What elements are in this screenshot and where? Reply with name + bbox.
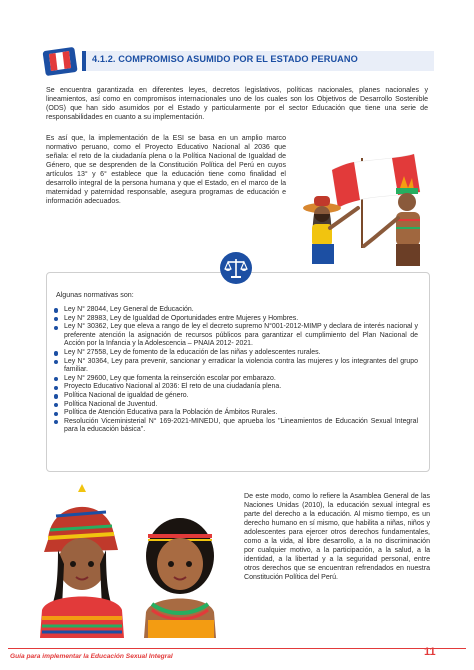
bullet-icon	[54, 420, 58, 424]
list-item: Ley N° 28983, Ley de Igualdad de Oportunidades entre Mujeres y Hombres.	[54, 315, 418, 324]
list-item: Política Nacional de igualdad de género.	[54, 392, 418, 401]
bullet-icon	[54, 386, 58, 390]
bullet-icon	[54, 308, 58, 312]
page-number: 11	[424, 646, 436, 658]
un-paragraph: De este modo, como lo refiere la Asamblea General de las Naciones Unidas (2010), la educación sexual integral es parte del derecho a la educación. Al mismo tiempo, es un derecho humano en sí mismo, que habilita a niñas, niños y adolescentes para ejercer otros derechos fundamentales, como a la vida, al libre desarrollo, a la no discriminación por cualquier motivo, a la participación, a la salud, a la identidad, a la libertad y a la seguridad personal, entre otros derechos que se encuentran refrendados en nuestra Constitución Política del Perú.	[244, 493, 430, 582]
list-item: Ley N° 29600, Ley que fomenta la reinserción escolar por embarazo.	[54, 375, 418, 384]
esi-paragraph: Es así que, la implementación de la ESI se basa en un amplio marco normativo peruano, como el Proyecto Educativo Nacional al 2036 que señala: el reto de la ciudadanía plena o la Política Nacional de Igualdad de Género, que se desprenden de la Constitución Política del Perú en cuyos artículos 13° y 6° establece que la educación tiene como finalidad el desarrollo integral de la persona humana y que el Estado, en el marco de la maternidad y paternidad responsable, asegura programas de educación e información adecuados.	[46, 135, 286, 206]
list-item: Ley N° 30364, Ley para prevenir, sancionar y erradicar la violencia contra las mujeres y los integrantes del grupo familiar.	[54, 358, 418, 375]
illustration-people-with-peru-flag	[292, 148, 442, 266]
list-item: Política de Atención Educativa para la Población de Ámbitos Rurales.	[54, 409, 418, 418]
footer-divider	[8, 648, 466, 649]
peru-flag-icon	[42, 46, 78, 76]
normative-list	[54, 306, 418, 435]
normative-title: Algunas normativas son:	[56, 291, 134, 299]
section-title: 4.1.2. COMPROMISO ASUMIDO POR EL ESTADO PERUANO	[92, 54, 358, 64]
list-item: Resolución Viceministerial N° 169-2021-MINEDU, que aprueba los "Lineamientos de Educación Sexual Integral para la educación básica".	[54, 418, 418, 435]
list-item: Ley N° 27558, Ley de fomento de la educación de las niñas y adolescentes rurales.	[54, 349, 418, 358]
bullet-icon	[54, 412, 58, 416]
bullet-icon	[54, 326, 58, 330]
list-item: Ley N° 28044, Ley General de Educación.	[54, 306, 418, 315]
bullet-icon	[54, 351, 58, 355]
list-item: Política Nacional de Juventud.	[54, 401, 418, 410]
scales-of-justice-icon	[219, 251, 253, 285]
intro-paragraph: Se encuentra garantizada en diferentes leyes, decretos legislativos, políticas nacionales, planes nacionales y lineamientos, así como en compromisos internacionales uno de los cuales son los Objetivos de Desarrollo Sostenible (ODS) que han sido asumidos por el Estado y particularmente por el sector Educación que tiene una serie de responsabilidades en cuanto a su implementación.	[46, 87, 428, 122]
illustration-andean-and-amazonian-girls	[28, 480, 234, 638]
bullet-icon	[54, 403, 58, 407]
list-item: Ley N° 30362, Ley que eleva a rango de ley el decreto supremo N°001-2012-MIMP y declara de interés nacional y preferente atención la asignación de recursos públicos para garantizar el cumplimiento del Plan Nacional de Acción por la Infancia y la Adolescencia – PNAIA 2012- 2021.	[54, 323, 418, 349]
bullet-icon	[54, 317, 58, 321]
bullet-icon	[54, 394, 58, 398]
bullet-icon	[54, 377, 58, 381]
footer-title: Guía para implementar la Educación Sexual Integral	[10, 653, 173, 660]
list-item: Proyecto Educativo Nacional al 2036: El reto de una ciudadanía plena.	[54, 383, 418, 392]
bullet-icon	[54, 360, 58, 364]
